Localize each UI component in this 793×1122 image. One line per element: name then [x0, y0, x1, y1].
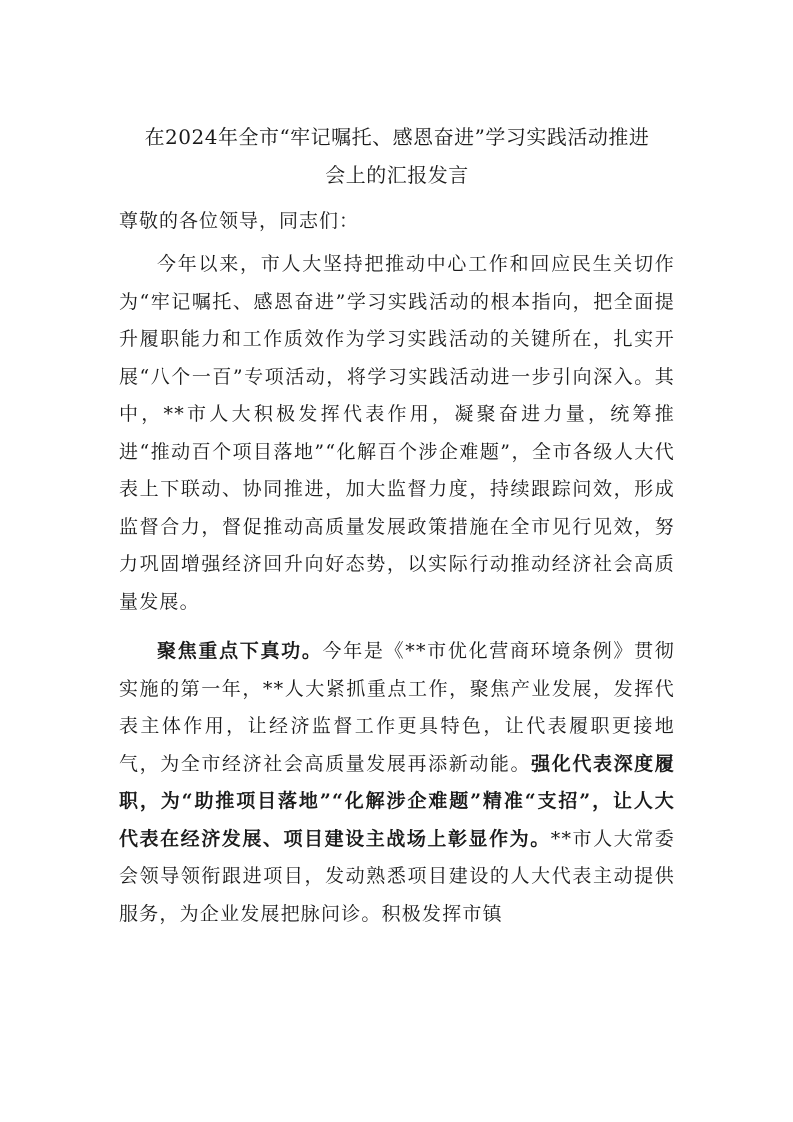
paragraph-text: 今年是《**市优化营商环境条例》贯彻实施的第一年，**人大紧抓重点工作，聚焦产业发展，发挥代表主体作用，让经济监督工作更具特色，让代表履职更接地气，为全市经济社会高质量发展再添新动能。	[119, 640, 675, 775]
title-line-1: 在2024年全市“牢记嘱托、感恩奋进”学习实践活动推进	[144, 125, 650, 149]
document-title	[119, 118, 675, 194]
paragraph-focus	[119, 633, 675, 933]
salutation: 尊敬的各位领导，同志们：	[119, 210, 360, 232]
paragraph-heading: 聚焦重点下真功。	[157, 640, 323, 662]
document-body	[119, 118, 675, 945]
paragraph-text-continued: **市人大常委会领导领衔跟进项目，发动熟悉项目建设的人大代表主动提供服务，为企业发展把脉问诊。积极发挥市镇	[119, 827, 676, 925]
paragraph-bold-text: 强化代表深度履职，为“助推项目落地”“化解涉企难题”精准“支招”，让人大代表在经济发展、项目建设主战场上彰显作为。	[119, 752, 675, 850]
title-line-2: 会上的汇报发言	[325, 163, 469, 187]
paragraph-intro: 今年以来，市人大坚持把推动中心工作和回应民生关切作为“牢记嘱托、感恩奋进”学习实践活动的根本指向，把全面提升履职能力和工作质效作为学习实践活动的关键所在，扎实开展“八个一百”专项活动，将学习实践活动进一步引向深入。其中，**市人大积极发挥代表作用，凝聚奋进力量，统筹推进“推动百个项目落地”“化解百个涉企难题”，全市各级人大代表上下联动、协同推进，加大监督力度，持续跟踪问效，形成监督合力，督促推动高质量发展政策措施在全市见行见效，努力巩固增强经济回升向好态势，以实际行动推动经济社会高质量发展。	[119, 253, 675, 613]
